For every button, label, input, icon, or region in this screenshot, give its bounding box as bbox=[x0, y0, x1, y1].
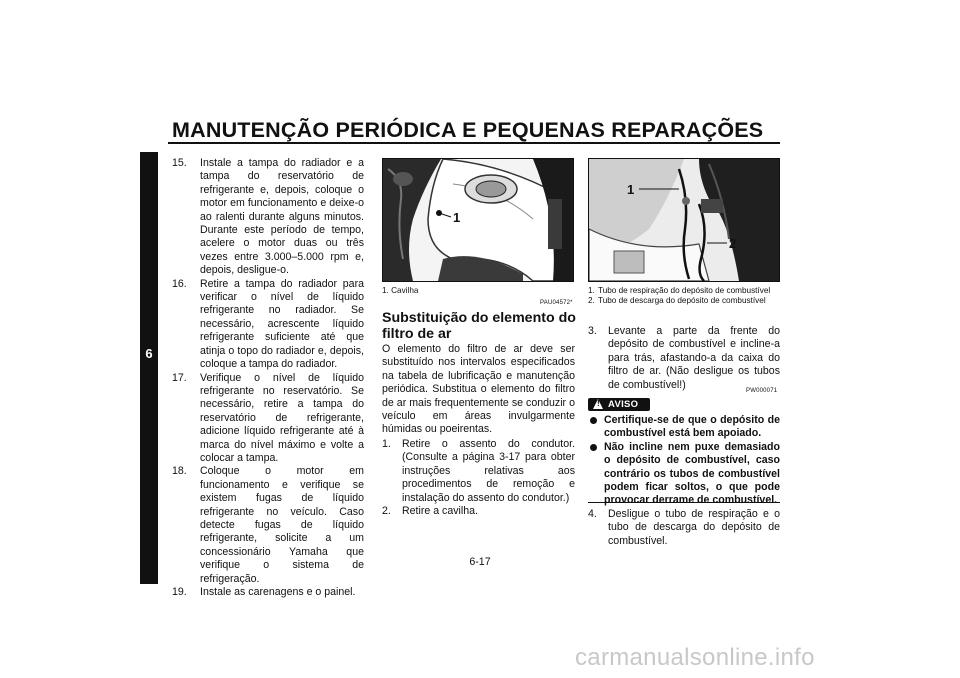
photo-fuel-tank-bolt bbox=[382, 158, 574, 282]
list-item bbox=[382, 505, 575, 518]
item-text: Verifique o nível de líquido refrigerante no reservatório. Se necessário, retire a tampa do reservatório de refrigerante, adicione líquido refrigerante até à marca do nível máximo e volte a colocar a tampa. bbox=[200, 371, 364, 464]
page-title: MANUTENÇÃO PERIÓDICA E PEQUENAS REPARAÇÕES bbox=[172, 118, 764, 142]
step-3 bbox=[588, 325, 780, 392]
procedure-list-4 bbox=[588, 508, 780, 548]
list-item bbox=[172, 278, 364, 372]
figure-callout-2: 2 bbox=[729, 236, 737, 251]
list-item bbox=[588, 508, 780, 548]
item-number: 18. bbox=[172, 465, 187, 478]
item-text: Retire o assento do condutor. (Consulte a página 3-17 para obter instruções relativas aos procedimentos de remoção e instalação do assento do condutor.) bbox=[402, 438, 575, 504]
item-number: 15. bbox=[172, 157, 187, 169]
warning-code: PW000071 bbox=[746, 388, 778, 394]
item-text: Retire a tampa do radiador para verificar o nível de líquido refrigerante no radiador. Se necessário, acrescente líquido refrigerante suficiente até que atinja o topo do radiador e, depois, coloque a tampa do radiador. bbox=[200, 277, 364, 371]
caption-number: 1. bbox=[588, 286, 595, 295]
item-text: Instale a tampa do radiador e a tampa do reservatório de refrigerante e, depois, coloque o motor em funcionamento e deixe-o ao ralenti durante alguns minutos. Durante este período de tempo, acelere o motor duas ou três vezes entre 3.000–5.000 rpm e, depois, desligue-o. bbox=[200, 157, 364, 277]
warning-text: Certifique-se de que o depósito de combustível está bem apoiado. bbox=[604, 414, 780, 440]
item-number: 19. bbox=[172, 586, 187, 598]
section-heading-text: Substituição do elemento do filtro de ar bbox=[382, 310, 576, 342]
page-number: 6-17 bbox=[469, 556, 491, 568]
caption-text: Tubo de respiração do depósito de combustível bbox=[598, 286, 771, 295]
caption-item bbox=[588, 296, 780, 306]
item-number: 17. bbox=[172, 371, 187, 384]
item-text: Levante a parte da frente do depósito de combustível e incline-a para trás, afastando-a da caixa do filtro de ar. (Não desligue os tubos de combustível!) bbox=[608, 325, 780, 391]
procedure-list-3 bbox=[588, 325, 780, 392]
watermark: carmanualsonline.info bbox=[575, 644, 815, 671]
list-item bbox=[382, 438, 575, 505]
figure-callout-1: 1 bbox=[453, 210, 461, 225]
procedure-list-1 bbox=[172, 157, 364, 599]
section-heading bbox=[382, 310, 582, 342]
figure-caption-2 bbox=[588, 286, 780, 306]
figure-caption-1 bbox=[382, 286, 418, 296]
item-number: 3. bbox=[588, 325, 597, 337]
bullet-icon bbox=[590, 417, 597, 424]
procedure-list-2 bbox=[382, 438, 575, 518]
bullet-icon bbox=[590, 444, 597, 451]
list-item bbox=[172, 372, 364, 466]
chapter-tab-number: 6 bbox=[145, 346, 153, 361]
item-text: Instale as carenagens e o painel. bbox=[200, 586, 356, 598]
figure-callout-1: 1 bbox=[627, 182, 635, 197]
caption-item bbox=[588, 286, 780, 296]
column-1 bbox=[172, 157, 364, 599]
item-number: 4. bbox=[588, 508, 597, 520]
list-item bbox=[172, 586, 364, 599]
exclamation-icon: ! bbox=[597, 399, 600, 408]
step-4 bbox=[588, 508, 780, 548]
item-text: Desligue o tubo de respiração e o tubo de descarga do depósito de combustível. bbox=[608, 508, 780, 547]
item-number: 1. bbox=[382, 438, 391, 450]
list-item bbox=[172, 157, 364, 278]
warning-end-rule bbox=[588, 502, 780, 503]
photo-fuel-tank-hoses bbox=[588, 158, 780, 282]
warning-item bbox=[588, 414, 780, 441]
warning-text: Não incline nem puxe demasiado o depósito de combustível, caso contrário os tubos de combustível podem ficar soltos, o que pode provocar derrame de combustível. bbox=[604, 440, 780, 507]
item-text: Coloque o motor em funcionamento e verifique se existem fugas de líquido refrigerante no veículo. Caso detecte fugas de líquido refrigerante, solicite a um concessionário Yamaha que verifique o sistema de refrigeração. bbox=[200, 465, 364, 585]
item-number: 2. bbox=[382, 505, 391, 518]
item-number: 16. bbox=[172, 277, 187, 290]
caption-text: Tubo de descarga do depósito de combustível bbox=[598, 296, 766, 305]
warning-label: AVISO bbox=[608, 399, 639, 410]
caption-number: 2. bbox=[588, 296, 595, 305]
caption-text: Cavilha bbox=[391, 286, 419, 295]
item-text: Retire a cavilha. bbox=[402, 505, 478, 518]
title-rule bbox=[168, 142, 780, 144]
fuel-tank-illustration bbox=[383, 159, 573, 281]
warning-badge bbox=[588, 398, 650, 411]
chapter-tab bbox=[140, 152, 158, 584]
caption-number: 1. bbox=[382, 286, 389, 295]
list-item bbox=[588, 325, 780, 392]
list-item bbox=[172, 465, 364, 586]
fuel-hoses-illustration bbox=[589, 159, 779, 281]
section-intro: O elemento do filtro de ar deve ser substituído nos intervalos especificados na tabela de lubrificação e manutenção periódica. Substitua o elemento do filtro de ar mais frequentemente se conduzir o veículo em áreas invulgarmente húmidas ou poeirentas. bbox=[382, 343, 575, 436]
warning-list bbox=[588, 414, 780, 508]
section-steps bbox=[382, 438, 575, 518]
section-code: PAU04572* bbox=[540, 300, 573, 306]
warning-item bbox=[588, 441, 780, 508]
